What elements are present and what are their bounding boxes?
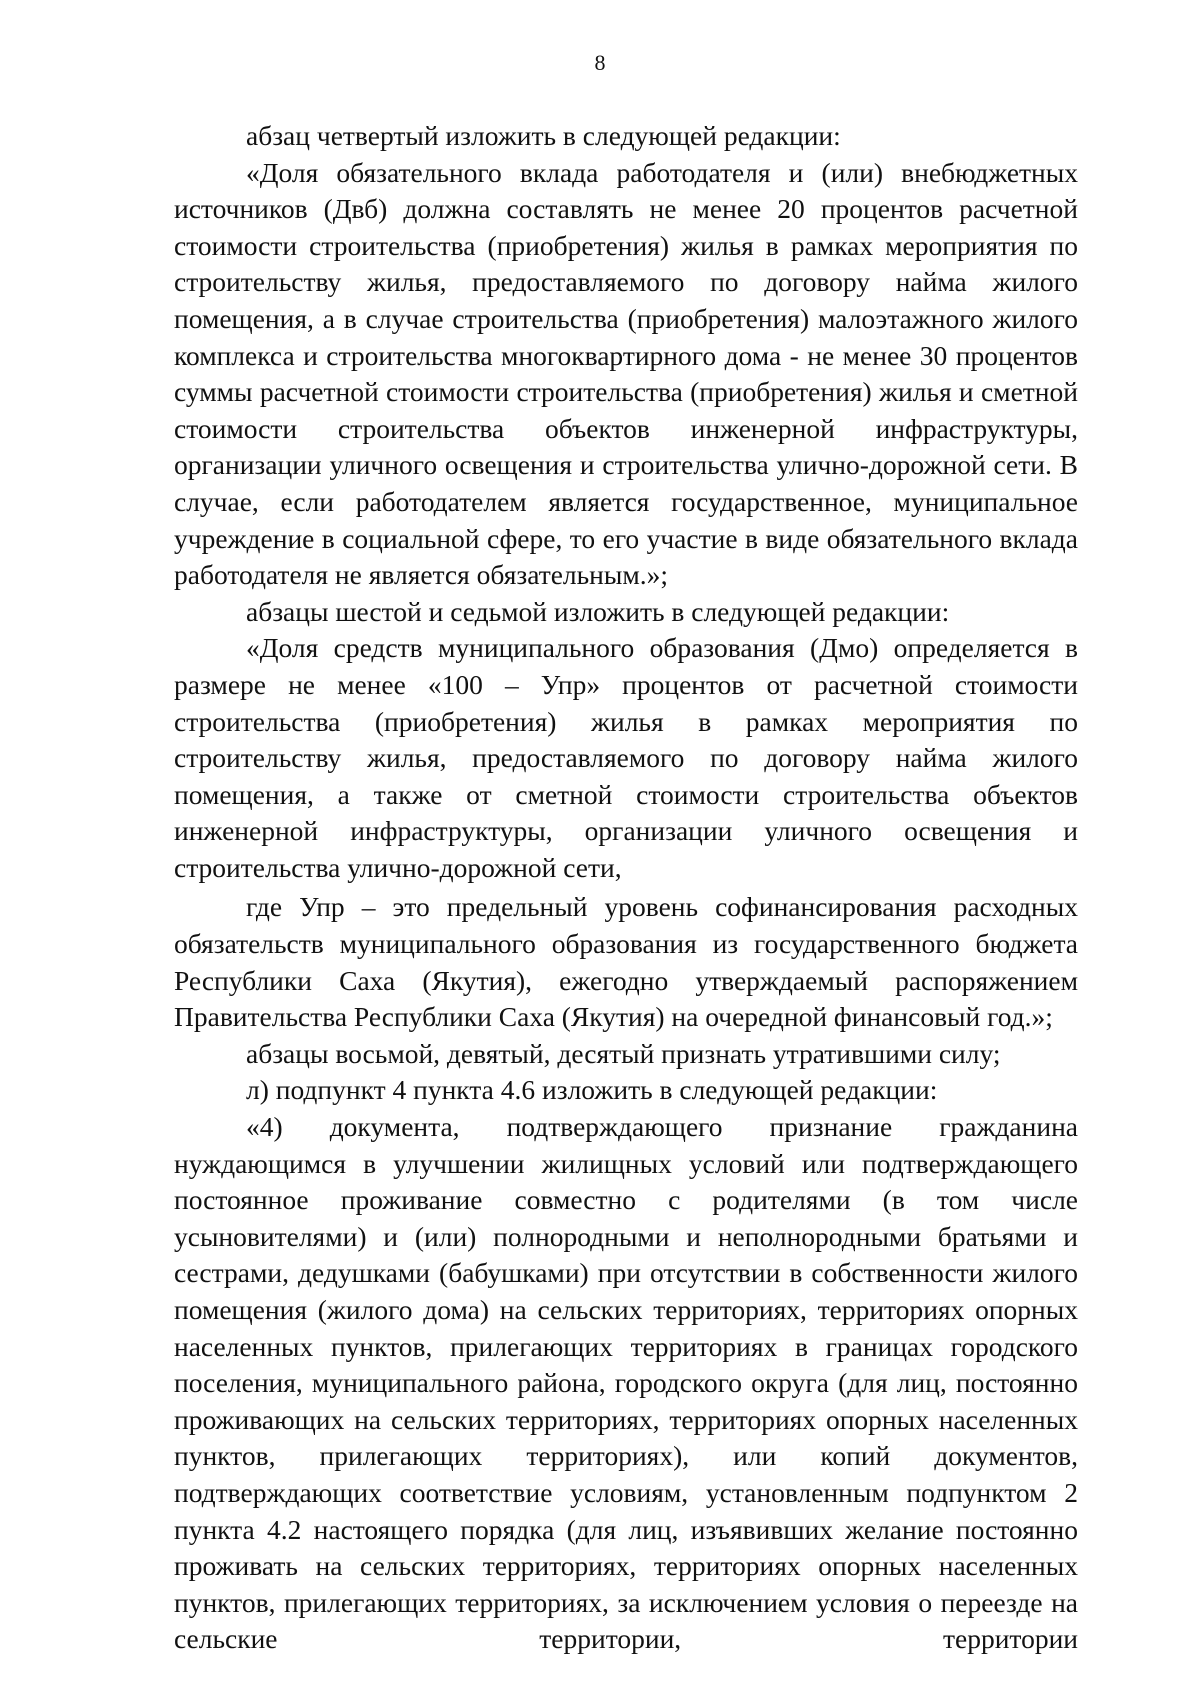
paragraph-podpunkt-4-text: «4) документа, подтверждающего признание гражданина нуждающимся в улучшении жилищных условий или подтверждающего постоянное проживание совместно с родителями (в том числе усыновителями) и (или) полнородными и неполнородными братьями и сестрами, дедушками (бабушками) при отсутствии в собственности жилого помещения (жилого дома) на сельских территориях, территориях опорных населенных пунктов, прилегающих территориях в границах городского поселения, муниципального района, городского округа (для лиц, постоянно проживающих на сельских территориях, территориях опорных населенных пунктов, прилегающих территориях), или копий документов, подтверждающих соответствие условиям, установленным подпунктом 2 пункта 4.2 настоящего порядка (для лиц, изъявивших желание постоянно проживать на сельских территориях, территориях опорных населенных пунктов, прилегающих территориях, за исключением условия о переезде на сельские территории, территории [174,1111,1078,1655]
page-number: 8 [594,50,606,75]
paragraph-dolya-sredstv-mo: «Доля средств муниципального образования (Дмо) определяется в размере не менее «100 – Упр» процентов от расчетной стоимости строительства (приобретения) жилья в рамках мероприятия по строительству жилья, предоставляемого по договору найма жилого помещения, а также от сметной стоимости строительства объектов инженерной инфраструктуры, организации уличного освещения и строительства улично-дорожной сети, [174,632,1078,883]
paragraph-abzac-chetvertyi: абзац четвертый изложить в следующей редакции: [246,120,841,151]
paragraph-dolya-vklada-rabotodatelya: «Доля обязательного вклада работодателя и (или) внебюджетных источников (Двб) должна составлять не менее 20 процентов расчетной стоимости строительства (приобретения) жилья в рамках мероприятия по строительству жилья, предоставляемого по договору найма жилого помещения, а в случае строительства (приобретения) малоэтажного жилого комплекса и строительства многоквартирного дома - не менее 30 процентов суммы расчетной стоимости строительства (приобретения) жилья и сметной стоимости строительства объектов инженерной инфраструктуры, организации уличного освещения и строительства улично-дорожной сети. В случае, если работодателем является государственное, муниципальное учреждение в социальной сфере, то его участие в виде обязательного вклада работодателя не является обязательным.»; [174,156,1078,591]
paragraph-gde-upr: где Упр – это предельный уровень софинансирования расходных обязательств муниципального образования из государственного бюджета Республики Саха (Якутия), ежегодно утверждаемый распоряжением Правительства Республики Саха (Якутия) на очередной финансовый год.»; [174,891,1078,1033]
document-body [174,118,1078,1658]
paragraph-podpunkt-4-punkta-4-6: л) подпункт 4 пункта 4.6 изложить в следующей редакции: [246,1074,938,1106]
paragraph-abzacy-utrativshimi-silu: абзацы восьмой, девятый, десятый признать утратившими силу; [246,1037,1001,1069]
paragraph-abzacy-shestoi-sedmoi: абзацы шестой и седьмой изложить в следующей редакции: [246,595,950,627]
